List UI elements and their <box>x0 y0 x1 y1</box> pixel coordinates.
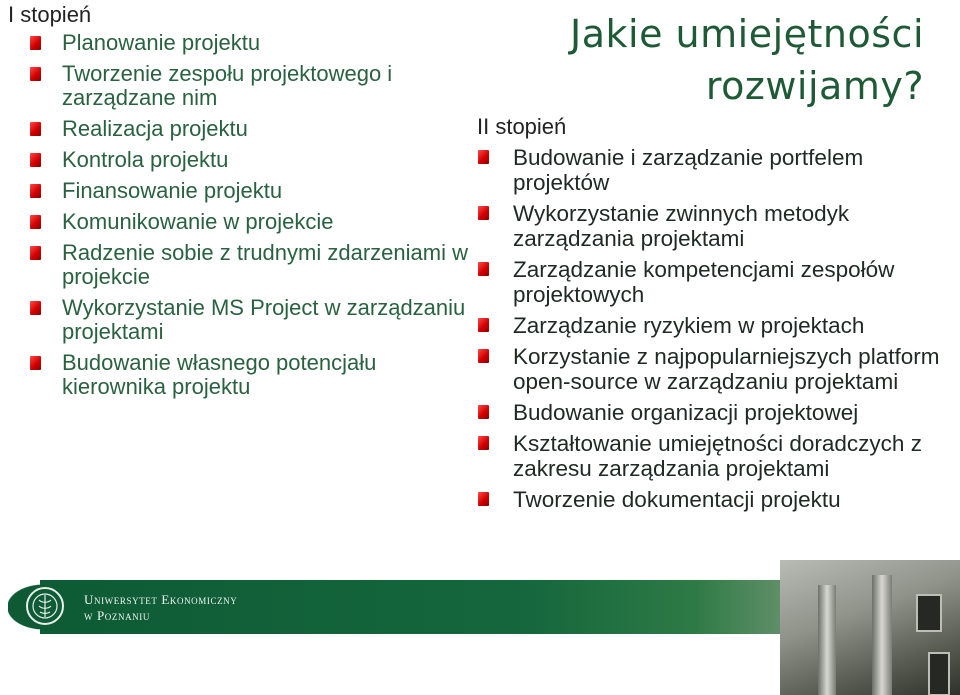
bullet-square-icon <box>478 262 489 276</box>
list-item-text: Budowanie organizacji projektowej <box>513 400 859 425</box>
list-item-text: Budowanie i zarządzanie portfelem projektów <box>513 145 864 195</box>
bullet-square-icon <box>30 153 41 167</box>
bullet-square-icon <box>30 301 41 315</box>
bullet-square-icon <box>478 206 489 220</box>
list-item-text: Wykorzystanie zwinnych metodyk zarządzania projektami <box>513 201 850 251</box>
list-item <box>30 179 470 203</box>
list-item <box>30 62 470 110</box>
level1-heading: I stopień <box>8 2 92 27</box>
list-item-text: Zarządzanie ryzykiem w projektach <box>513 313 865 338</box>
bullet-square-icon <box>478 492 489 506</box>
list-item-text: Wykorzystanie MS Project w zarządzaniu projektami <box>62 295 466 344</box>
level1-list <box>30 31 470 406</box>
list-item-text: Tworzenie zespołu projektowego i zarządzane nim <box>62 61 393 110</box>
list-item-text: Radzenie sobie z trudnymi zdarzeniami w projekcie <box>62 240 468 289</box>
list-item <box>476 201 946 251</box>
bullet-square-icon <box>478 150 489 164</box>
bullet-square-icon <box>30 36 41 50</box>
bullet-square-icon <box>30 67 41 81</box>
bullet-square-icon <box>478 405 489 419</box>
bullet-square-icon <box>478 436 489 450</box>
list-item <box>30 148 470 172</box>
list-item-text: Planowanie projektu <box>62 30 261 55</box>
list-item <box>30 31 470 55</box>
university-name-line2: w Poznaniu <box>84 608 150 623</box>
bullet-square-icon <box>30 184 41 198</box>
list-item <box>476 257 946 307</box>
university-name <box>84 592 237 624</box>
list-item <box>476 431 946 481</box>
list-item <box>30 210 470 234</box>
building-photo <box>780 560 960 695</box>
university-emblem-icon <box>26 587 64 625</box>
list-item-text: Komunikowanie w projekcie <box>62 209 334 234</box>
level2-list <box>476 145 946 518</box>
list-item <box>30 296 470 344</box>
list-item-text: Zarządzanie kompetencjami zespołów projektowych <box>513 257 895 307</box>
list-item <box>30 241 470 289</box>
level2-heading: II stopień <box>477 114 567 139</box>
list-item <box>30 117 470 141</box>
list-item-text: Realizacja projektu <box>62 116 248 141</box>
list-item-text: Finansowanie projektu <box>62 178 283 203</box>
list-item-text: Korzystanie z najpopularniejszych platform open-source w zarządzaniu projektami <box>513 344 940 394</box>
list-item <box>476 400 946 425</box>
bullet-square-icon <box>30 215 41 229</box>
bullet-square-icon <box>478 318 489 332</box>
slide-title: Jakie umiejętności rozwijamy? <box>570 12 924 108</box>
bullet-square-icon <box>478 349 489 363</box>
list-item <box>476 313 946 338</box>
list-item <box>30 351 470 399</box>
list-item <box>476 487 946 512</box>
list-item <box>476 344 946 394</box>
bullet-square-icon <box>30 246 41 260</box>
list-item-text: Kontrola projektu <box>62 147 229 172</box>
list-item-text: Tworzenie dokumentacji projektu <box>513 487 841 512</box>
bullet-square-icon <box>30 122 41 136</box>
list-item-text: Budowanie własnego potencjału kierownika projektu <box>62 350 377 399</box>
bullet-square-icon <box>30 356 41 370</box>
list-item <box>476 145 946 195</box>
list-item-text: Kształtowanie umiejętności doradczych z zakresu zarządzania projektami <box>513 431 922 481</box>
university-name-line1: Uniwersytet Ekonomiczny <box>84 592 238 607</box>
